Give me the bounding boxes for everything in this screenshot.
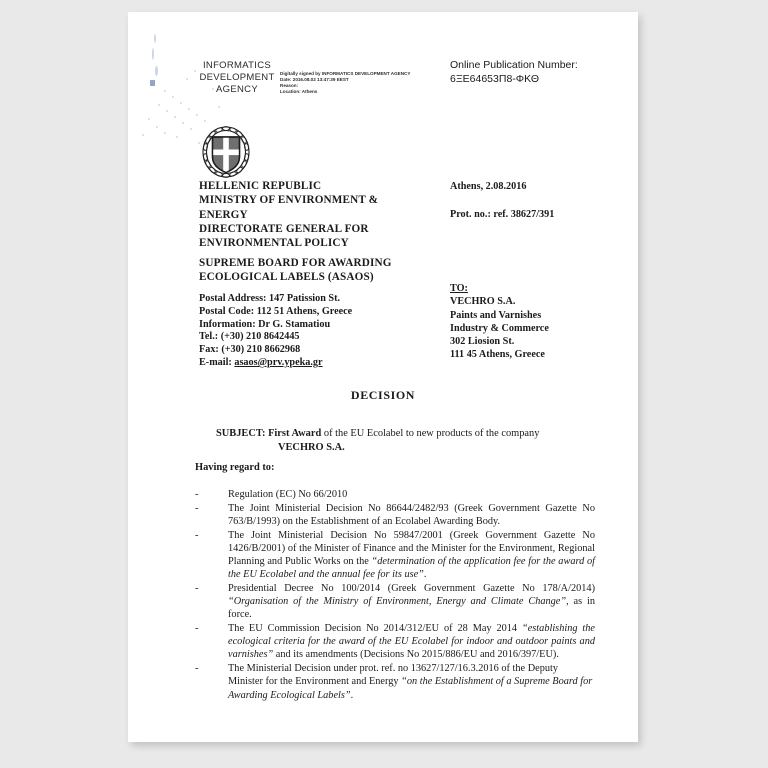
clause-text: and its amendments (Decisions No 2015/886/EU and 2016/397/EU).: [273, 649, 559, 661]
legal-basis-item: [195, 488, 595, 501]
board-line2: ECOLOGICAL LABELS (ASAOS): [199, 271, 374, 284]
legal-basis-item: [195, 582, 595, 622]
contact-block: [199, 293, 352, 370]
publication-number-value: 6ΞΕ64653Π8-ΦΚΘ: [450, 72, 540, 85]
subject-rest: of the EU Ecolabel to new products of the company: [321, 428, 540, 439]
clause-text: The Joint Ministerial Decision No 59847/2001 (Greek Government Gazette No 1426/B/2001) of the Minister of Finance and the Minister for the Environment, Regional Planning and Public Works on the: [228, 529, 595, 568]
recipient-to-label: TO:: [450, 283, 468, 294]
quoted-text: “determination of the application fee for the award of the EU Ecolabel and the annual fee for its use”: [228, 556, 595, 581]
subject-block: [216, 427, 616, 455]
letterhead-line-ministry: MINISTRY OF ENVIRONMENT &: [199, 194, 379, 207]
list-dash-marker: -: [195, 663, 199, 675]
letterhead-line-policy: ENVIRONMENTAL POLICY: [199, 237, 349, 250]
recipient-business-line1: Paints and Varnishes: [450, 309, 542, 321]
contact-email-row: [199, 357, 352, 370]
signature-agency-line1: INFORMATICS: [202, 60, 272, 71]
recipient-city: 111 45 Athens, Greece: [450, 349, 545, 361]
clause-text: .: [350, 689, 354, 701]
protocol-number: Prot. no.: ref. 38627/391: [450, 209, 555, 220]
online-publication-number: [450, 59, 578, 86]
clause-text: , as in force.: [228, 596, 596, 621]
signature-agency-line2: DEVELOPMENT: [199, 72, 275, 83]
list-dash-marker: -: [195, 502, 199, 514]
page-title: DECISION: [350, 388, 416, 402]
board-line1: SUPREME BOARD FOR AWARDING: [199, 257, 392, 269]
scanned-page: [128, 12, 638, 742]
legal-basis-item: [195, 502, 595, 528]
recipient-street: 302 Liosion St.: [450, 336, 515, 348]
dateline: Athens, 2.08.2016: [450, 181, 527, 192]
contact-email-label: E-mail:: [199, 356, 232, 368]
signature-agency-name: [198, 60, 276, 96]
signature-detail-location: Location: Athens: [280, 89, 318, 95]
recipient-company: VECHRO S.A.: [450, 296, 516, 308]
letterhead-line-republic: HELLENIC REPUBLIC: [199, 180, 322, 192]
legal-basis-list: [195, 488, 595, 702]
hellenic-coat-of-arms-icon: [200, 124, 252, 180]
quoted-text: “on the Establishment of a Supreme Board for Awarding Ecological Labels”: [228, 676, 593, 701]
quoted-text: “Organisation of the Ministry of Environment, Energy and Climate Change”: [228, 596, 567, 608]
clause-text: Presidential Decree No 100/2014 (Greek Government Gazette No 178/A/2014): [228, 582, 595, 594]
recipient-block: [450, 282, 549, 362]
having-regard-heading: Having regard to:: [195, 462, 275, 473]
legal-basis-item: [195, 529, 595, 582]
subject-company: VECHRO S.A.: [278, 442, 345, 453]
letterhead-line-energy: ENERGY: [199, 208, 248, 221]
legal-basis-item: [195, 622, 595, 662]
contact-information: Information: Dr G. Stamatiou: [199, 318, 331, 330]
contact-fax: Fax: (+30) 210 8662968: [199, 344, 301, 356]
signature-details: [280, 71, 410, 95]
contact-telephone: Tel.: (+30) 210 8642445: [199, 331, 300, 343]
clause-text: The Joint Ministerial Decision No 86644/2482/93 (Greek Government Gazette No 763/B/1993) on the Establishment of an Ecolabel Awarding Body.: [228, 502, 595, 527]
clause-text: Regulation (EC) No 66/2010: [228, 489, 348, 500]
letterhead-ministry: [199, 179, 378, 250]
signature-agency-line3: AGENCY: [216, 84, 258, 95]
clause-text: The EU Commission Decision No 2014/312/EU of 28 May 2014: [228, 623, 522, 635]
list-dash-marker: -: [195, 489, 199, 500]
letterhead-board: [199, 256, 392, 285]
signature-detail-reason: Reason:: [280, 83, 299, 89]
publication-number-label: Online Publication Number:: [450, 59, 578, 71]
subject-label: SUBJECT:: [216, 428, 266, 439]
subject-emphasis: First Award: [268, 428, 322, 439]
signature-detail-date: Date: 2016.08.02 13:47:39 EEST: [280, 77, 349, 83]
list-dash-marker: -: [195, 623, 199, 635]
letterhead-line-directorate: DIRECTORATE GENERAL FOR: [199, 222, 369, 235]
legal-basis-item: [195, 662, 595, 702]
list-dash-marker: -: [195, 582, 199, 594]
clause-text: The Ministerial Decision under prot. ref. no 13627/127/16.3.2016 of the Deputy Minister for the Environment and Energy: [228, 663, 559, 688]
clause-text: .: [423, 569, 427, 581]
contact-email-link[interactable]: asaos@prv.ypeka.gr: [234, 356, 323, 368]
contact-postal-address: Postal Address: 147 Patission St.: [199, 293, 341, 304]
digital-signature-stamp: [198, 60, 438, 96]
recipient-business-line2: Industry & Commerce: [450, 322, 549, 334]
signature-detail-signedby: Digitally signed by INFORMATICS DEVELOPMENT AGENCY: [280, 71, 411, 76]
quoted-text: “establishing the ecological criteria for the award of the EU Ecolabel for indoor and outdoor paints and varnishes”: [228, 623, 595, 661]
contact-postal-code: Postal Code: 112 51 Athens, Greece: [199, 305, 353, 317]
list-dash-marker: -: [195, 529, 199, 541]
